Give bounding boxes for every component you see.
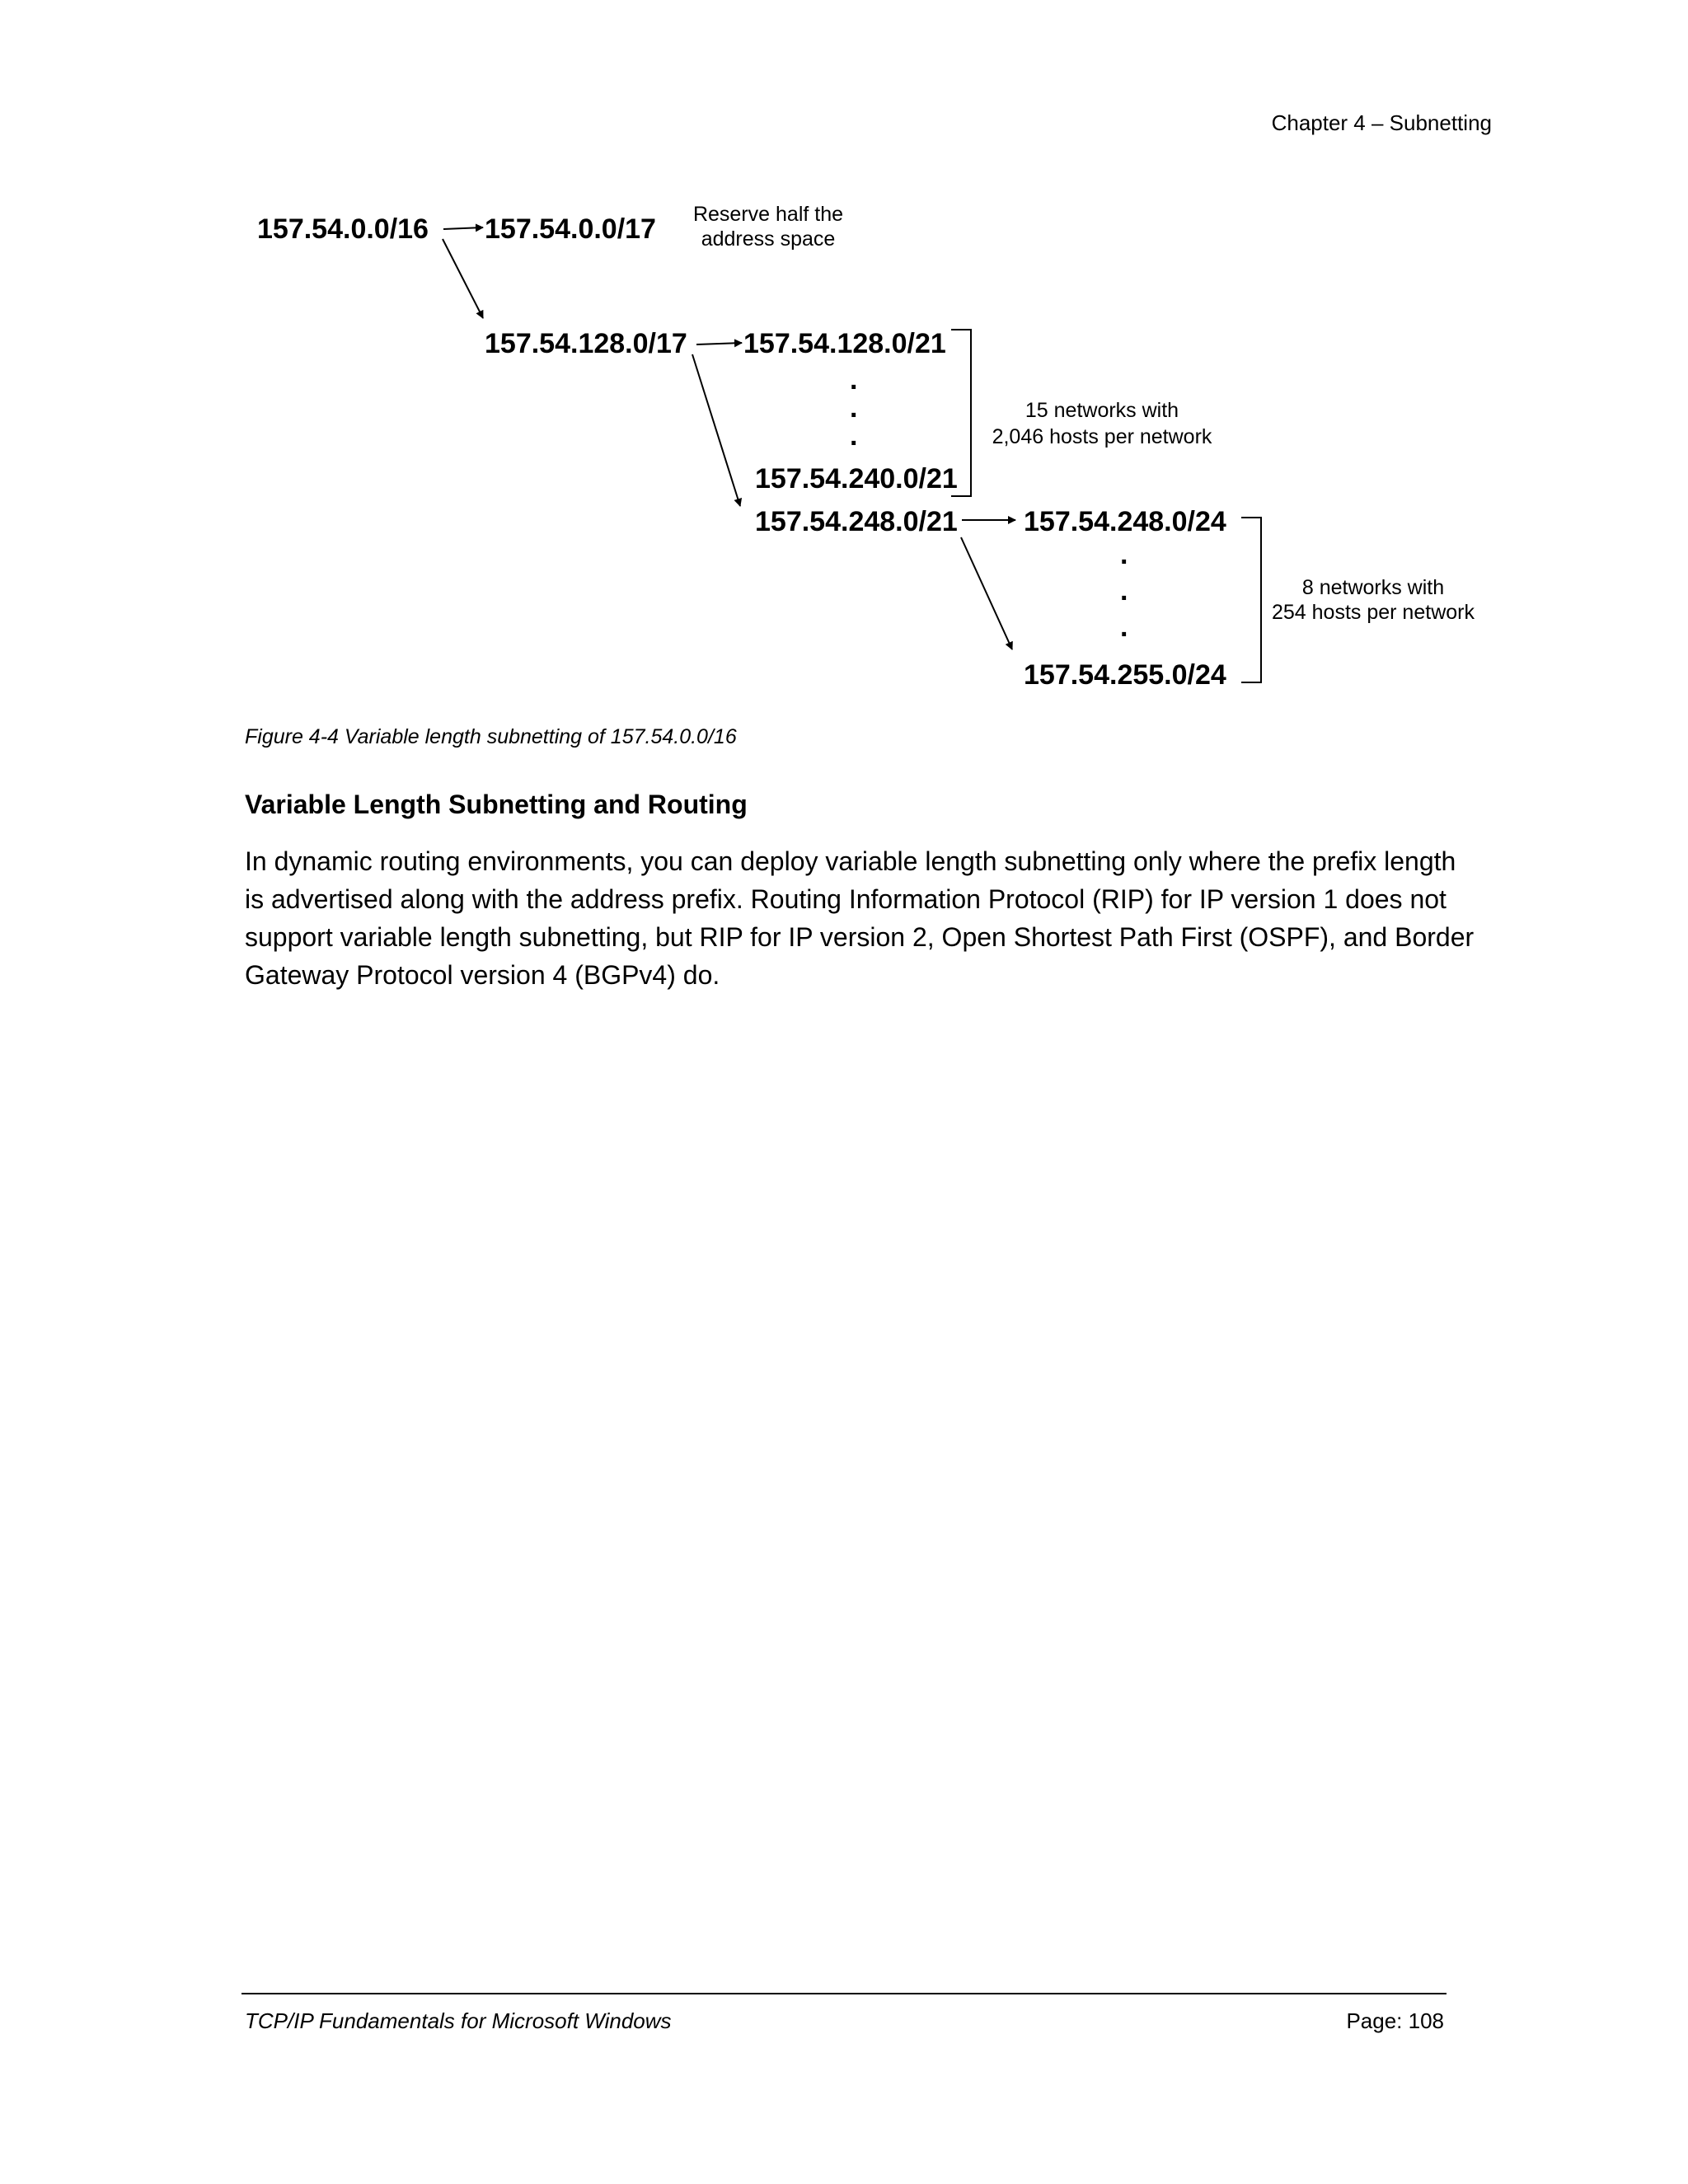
arrow-used-to-sub21	[696, 343, 742, 344]
note-nets24-line1: 8 networks with	[1301, 576, 1445, 599]
addr-sub21-first: 157.54.128.0/21	[743, 328, 946, 359]
note-nets21-line1: 15 networks with	[1025, 399, 1179, 422]
note-reserve-line2: address space	[701, 227, 836, 251]
note-reserve-line1: Reserve half the	[692, 203, 844, 226]
body-paragraph: In dynamic routing environments, you can deploy variable length subnetting only where the prefix length is advertised along with the address prefix. Routing Information Protocol (RIP) for IP version 1 does not support variable length subnetting, but RIP for IP version 2, Open Shortest Path First (OSPF), and Border Gateway Protocol version 4 (BGPv4) do.	[245, 846, 1475, 990]
ellipsis-dot: .	[850, 420, 858, 452]
ellipsis-dot: .	[1120, 539, 1128, 570]
addr-sub24-last: 157.54.255.0/24	[1024, 659, 1226, 691]
arrow-used-to-split	[692, 354, 740, 506]
ellipsis-dot: .	[850, 364, 858, 396]
note-nets24-line2: 254 hosts per network	[1272, 601, 1475, 624]
addr-root: 157.54.0.0/16	[257, 213, 429, 245]
running-header: Chapter 4 – Subnetting	[1271, 110, 1492, 135]
section-heading: Variable Length Subnetting and Routing	[245, 790, 748, 819]
addr-sub21-last: 157.54.240.0/21	[755, 463, 958, 494]
footer-divider	[241, 1993, 1447, 1994]
addr-sub21-split: 157.54.248.0/21	[755, 506, 958, 537]
addr-half-used: 157.54.128.0/17	[485, 328, 687, 359]
footer-page-number: Page: 108	[1346, 2008, 1444, 2033]
addr-half-reserved: 157.54.0.0/17	[485, 213, 656, 245]
arrow-root-to-reserved	[443, 227, 483, 229]
arrow-root-to-used	[443, 239, 483, 318]
arrow-split-to-sub24-last	[961, 537, 1012, 649]
figure-caption: Figure 4-4 Variable length subnetting of 157.54.0.0/16	[245, 725, 737, 748]
footer-book-title: TCP/IP Fundamentals for Microsoft Windows	[245, 2008, 672, 2033]
addr-sub24-first: 157.54.248.0/24	[1024, 506, 1226, 537]
note-nets21-line2: 2,046 hosts per network	[992, 425, 1212, 448]
ellipsis-dot: .	[850, 392, 858, 424]
subnetting-diagram	[0, 0, 1688, 709]
ellipsis-dot: .	[1120, 612, 1128, 643]
bracket-sub24	[1241, 518, 1261, 682]
ellipsis-dot: .	[1120, 575, 1128, 607]
